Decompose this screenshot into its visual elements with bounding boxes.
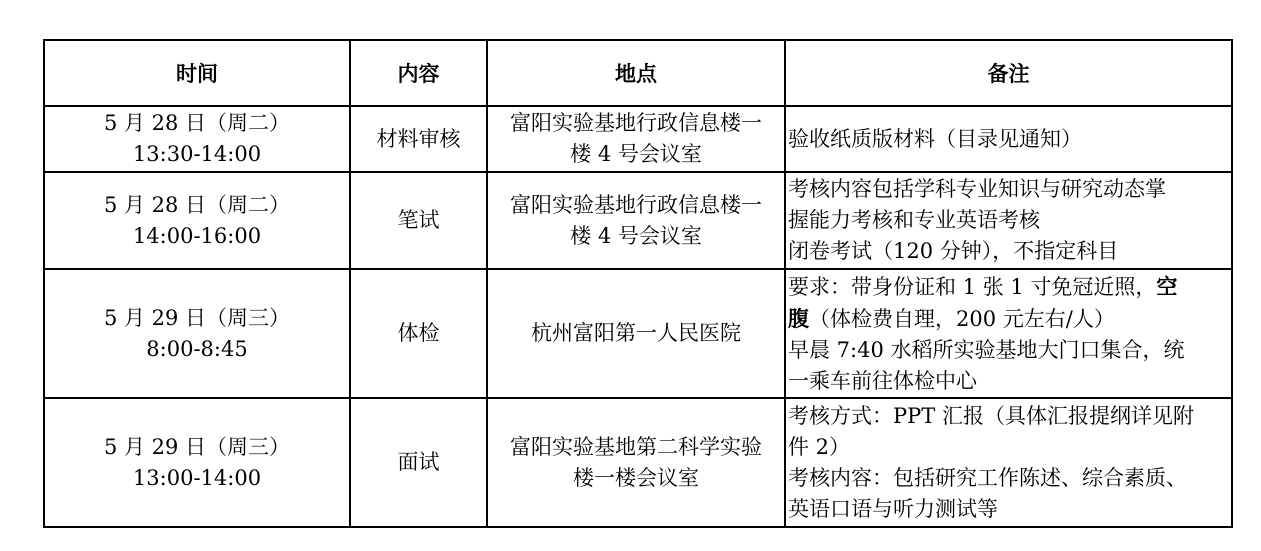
notes-cell <box>785 106 1232 172</box>
table-row <box>44 398 1232 527</box>
notes-text: （体检费自理，200 元左右/人） <box>809 306 1115 331</box>
notes-line <box>788 303 1231 335</box>
header-time: 时间 <box>44 40 350 106</box>
notes-line <box>788 271 1231 303</box>
table-row <box>44 172 1232 269</box>
header-notes: 备注 <box>785 40 1232 106</box>
date-text: 5 月 29 日（周三） <box>103 305 291 330</box>
table-row <box>44 106 1232 172</box>
notes-text: 要求：带身份证和 1 张 1 寸免冠近照， <box>788 274 1157 299</box>
time-range-text: 13:00-14:00 <box>132 465 262 490</box>
place-line: 富阳实验基地第二科学实验 <box>510 434 762 459</box>
notes-line: 一乘车前往体检中心 <box>788 368 977 393</box>
notes-line: 英语口语与听力测试等 <box>788 496 998 521</box>
header-content: 内容 <box>350 40 487 106</box>
notes-line: 握能力考核和专业英语考核 <box>788 208 1040 232</box>
notes-line: 闭卷考试（120 分钟），不指定科目 <box>788 239 1119 263</box>
notes-cell <box>785 172 1232 269</box>
date-text: 5 月 29 日（周三） <box>103 434 291 459</box>
place-line: 楼一楼会议室 <box>573 465 699 490</box>
notes-line: 件 2） <box>788 434 851 459</box>
time-cell <box>44 172 350 269</box>
notes-line: 验收纸质版材料（目录见通知） <box>788 126 1082 151</box>
header-place: 地点 <box>487 40 785 106</box>
place-cell <box>487 172 785 269</box>
place-cell <box>487 398 785 527</box>
time-cell <box>44 398 350 527</box>
place-line: 杭州富阳第一人民医院 <box>531 321 741 345</box>
time-cell <box>44 269 350 398</box>
notes-line: 早晨 7:40 水稻所实验基地大门口集合，统 <box>788 337 1185 362</box>
time-range-text: 8:00-8:45 <box>146 336 248 361</box>
schedule-table <box>43 39 1233 528</box>
place-line: 富阳实验基地行政信息楼一 <box>510 192 762 217</box>
time-range-text: 14:00-16:00 <box>132 223 262 248</box>
notes-cell <box>785 398 1232 527</box>
place-line: 楼 4 号会议室 <box>570 223 702 248</box>
date-text: 5 月 28 日（周二） <box>103 111 291 135</box>
notes-cell <box>785 269 1232 398</box>
notes-bold-text: 空 <box>1156 273 1178 299</box>
notes-line: 考核内容包括学科专业知识与研究动态掌 <box>788 177 1166 201</box>
place-line: 楼 4 号会议室 <box>570 142 702 166</box>
time-range-text: 13:30-14:00 <box>132 142 262 166</box>
notes-line: 考核内容：包括研究工作陈述、综合素质、 <box>788 465 1187 490</box>
place-cell <box>487 269 785 398</box>
content-cell: 面试 <box>350 398 487 527</box>
header-row <box>44 40 1232 106</box>
content-cell: 体检 <box>350 269 487 398</box>
content-cell: 笔试 <box>350 172 487 269</box>
content-cell: 材料审核 <box>350 106 487 172</box>
date-text: 5 月 28 日（周二） <box>103 192 291 217</box>
time-cell <box>44 106 350 172</box>
notes-bold-text: 腹 <box>788 305 809 331</box>
table-row <box>44 269 1232 398</box>
place-cell <box>487 106 785 172</box>
place-line: 富阳实验基地行政信息楼一 <box>510 111 762 135</box>
notes-line: 考核方式：PPT 汇报（具体汇报提纲详见附 <box>788 403 1194 428</box>
